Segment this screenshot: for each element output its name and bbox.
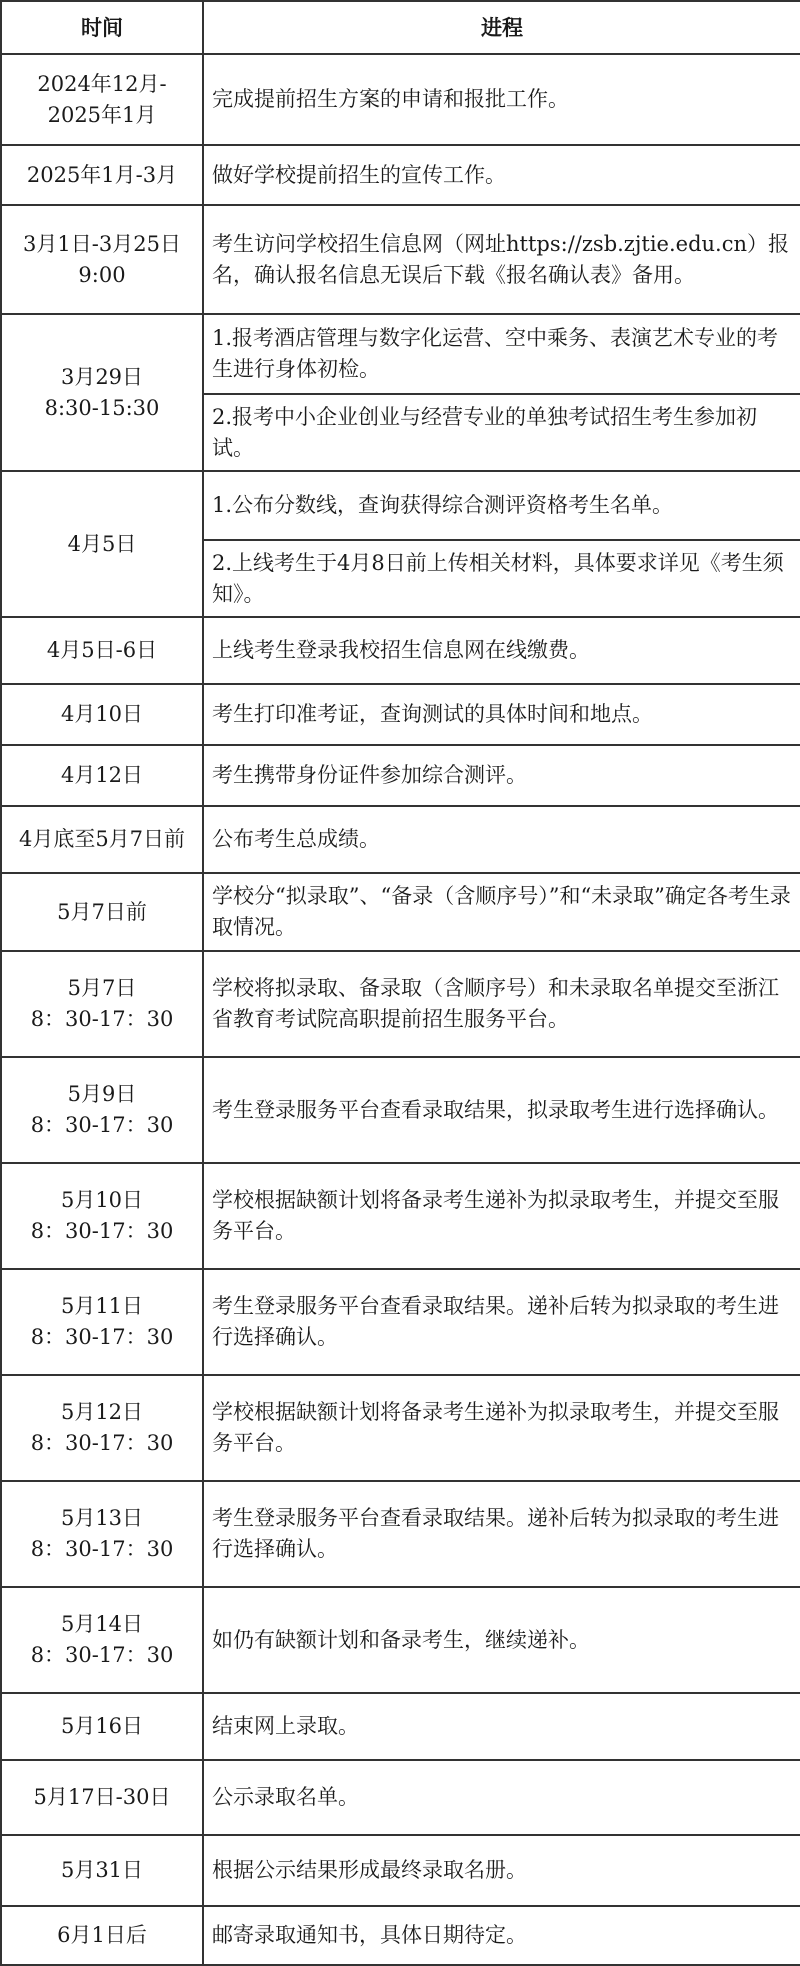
table-row [1, 314, 800, 394]
progress-cell: 公示录取名单。 [203, 1760, 800, 1835]
time-cell [1, 1163, 203, 1269]
time-line: 4月底至5月7日前 [18, 827, 186, 851]
time-line: 9:00 [78, 262, 126, 287]
table-row [1, 471, 800, 540]
time-line: 8：30-17：30 [30, 1219, 174, 1243]
time-cell [1, 806, 203, 873]
table-row [1, 873, 800, 951]
time-cell [1, 205, 203, 314]
progress-cell: 结束网上录取。 [203, 1693, 800, 1760]
time-line: 2025年1月-3月 [26, 162, 178, 187]
time-cell [1, 1269, 203, 1375]
header-time: 时间 [1, 1, 203, 54]
time-line: 8：30-17：30 [30, 1643, 174, 1667]
time-line: 5月31日 [60, 1858, 144, 1882]
time-line: 5月9日 [67, 1082, 137, 1106]
table-row [1, 745, 800, 806]
table-row [1, 54, 800, 145]
time-line: 4月5日 [67, 531, 137, 556]
progress-cell: 学校根据缺额计划将备录考生递补为拟录取考生，并提交至服务平台。 [203, 1163, 800, 1269]
table-row [1, 1693, 800, 1760]
progress-cell: 如仍有缺额计划和备录考生，继续递补。 [203, 1587, 800, 1693]
time-line: 5月13日 [60, 1506, 144, 1530]
time-cell [1, 145, 203, 205]
progress-cell: 做好学校提前招生的宣传工作。 [203, 145, 800, 205]
time-line: 8：30-17：30 [30, 1325, 174, 1349]
time-line: 5月12日 [60, 1400, 144, 1424]
time-cell [1, 1057, 203, 1163]
table-row [1, 1481, 800, 1587]
progress-cell: 考生登录服务平台查看录取结果。递补后转为拟录取的考生进行选择确认。 [203, 1269, 800, 1375]
time-line: 5月11日 [60, 1294, 144, 1318]
time-line: 3月1日-3月25日 [23, 231, 181, 256]
time-line: 8:30-15:30 [44, 395, 160, 420]
time-cell [1, 873, 203, 951]
table-row [1, 1835, 800, 1906]
progress-cell: 考生携带身份证件参加综合测评。 [203, 745, 800, 806]
time-cell [1, 1835, 203, 1906]
table-row [1, 145, 800, 205]
table-row [1, 1587, 800, 1693]
progress-cell: 根据公示结果形成最终录取名册。 [203, 1835, 800, 1906]
progress-cell: 学校根据缺额计划将备录考生递补为拟录取考生，并提交至服务平台。 [203, 1375, 800, 1481]
progress-cell: 1.公布分数线，查询获得综合测评资格考生名单。 [203, 471, 800, 540]
time-cell [1, 1760, 203, 1835]
time-cell [1, 1375, 203, 1481]
time-line: 5月7日 [67, 976, 137, 1000]
time-line: 5月17日-30日 [33, 1785, 171, 1809]
progress-cell: 考生登录服务平台查看录取结果。递补后转为拟录取的考生进行选择确认。 [203, 1481, 800, 1587]
time-cell [1, 684, 203, 745]
time-line: 8：30-17：30 [30, 1537, 174, 1561]
time-line: 6月1日后 [57, 1923, 147, 1947]
progress-cell: 考生打印准考证，查询测试的具体时间和地点。 [203, 684, 800, 745]
time-cell [1, 54, 203, 145]
header-progress: 进程 [203, 1, 800, 54]
progress-cell: 完成提前招生方案的申请和报批工作。 [203, 54, 800, 145]
table-row [1, 205, 800, 314]
progress-cell: 公布考生总成绩。 [203, 806, 800, 873]
progress-cell: 1.报考酒店管理与数字化运营、空中乘务、表演艺术专业的考生进行身体初检。 [203, 314, 800, 394]
header-row [1, 1, 800, 54]
progress-cell: 考生访问学校招生信息网（网址https://zsb.zjtie.edu.cn）报名，确认报名信息无误后下载《报名确认表》备用。 [203, 205, 800, 314]
time-line: 5月14日 [60, 1612, 144, 1636]
time-cell [1, 1587, 203, 1693]
time-line: 3月29日 [60, 364, 144, 389]
time-line: 2024年12月- [37, 71, 167, 96]
time-cell [1, 617, 203, 684]
time-line: 8：30-17：30 [30, 1007, 174, 1031]
progress-cell: 邮寄录取通知书，具体日期待定。 [203, 1906, 800, 1965]
table-row [1, 1057, 800, 1163]
time-line: 4月10日 [60, 702, 144, 726]
table-row [1, 684, 800, 745]
table-row [1, 617, 800, 684]
time-line: 5月10日 [60, 1188, 144, 1212]
progress-cell: 2.上线考生于4月8日前上传相关材料，具体要求详见《考生须知》。 [203, 540, 800, 617]
schedule-body [1, 54, 800, 1965]
progress-cell: 上线考生登录我校招生信息网在线缴费。 [203, 617, 800, 684]
table-row [1, 951, 800, 1057]
table-row [1, 1906, 800, 1965]
time-cell [1, 1906, 203, 1965]
time-line: 8：30-17：30 [30, 1431, 174, 1455]
time-cell [1, 1481, 203, 1587]
table-row [1, 1163, 800, 1269]
progress-cell: 学校分“拟录取”、“备录（含顺序号）”和“未录取”确定各考生录取情况。 [203, 873, 800, 951]
progress-cell: 学校将拟录取、备录取（含顺序号）和未录取名单提交至浙江省教育考试院高职提前招生服务平台。 [203, 951, 800, 1057]
time-line: 5月7日前 [57, 899, 147, 924]
progress-cell: 2.报考中小企业创业与经营专业的单独考试招生考生参加初试。 [203, 394, 800, 471]
time-cell [1, 951, 203, 1057]
time-line: 8：30-17：30 [30, 1113, 174, 1137]
table-row [1, 1269, 800, 1375]
time-line: 4月12日 [60, 763, 144, 787]
time-cell [1, 314, 203, 471]
table-row [1, 806, 800, 873]
time-cell [1, 745, 203, 806]
time-line: 5月16日 [60, 1714, 144, 1738]
table-row [1, 1375, 800, 1481]
time-cell [1, 1693, 203, 1760]
time-cell [1, 471, 203, 617]
time-line: 4月5日-6日 [46, 638, 158, 662]
time-line: 2025年1月 [47, 102, 157, 127]
table-row [1, 1760, 800, 1835]
progress-cell: 考生登录服务平台查看录取结果，拟录取考生进行选择确认。 [203, 1057, 800, 1163]
